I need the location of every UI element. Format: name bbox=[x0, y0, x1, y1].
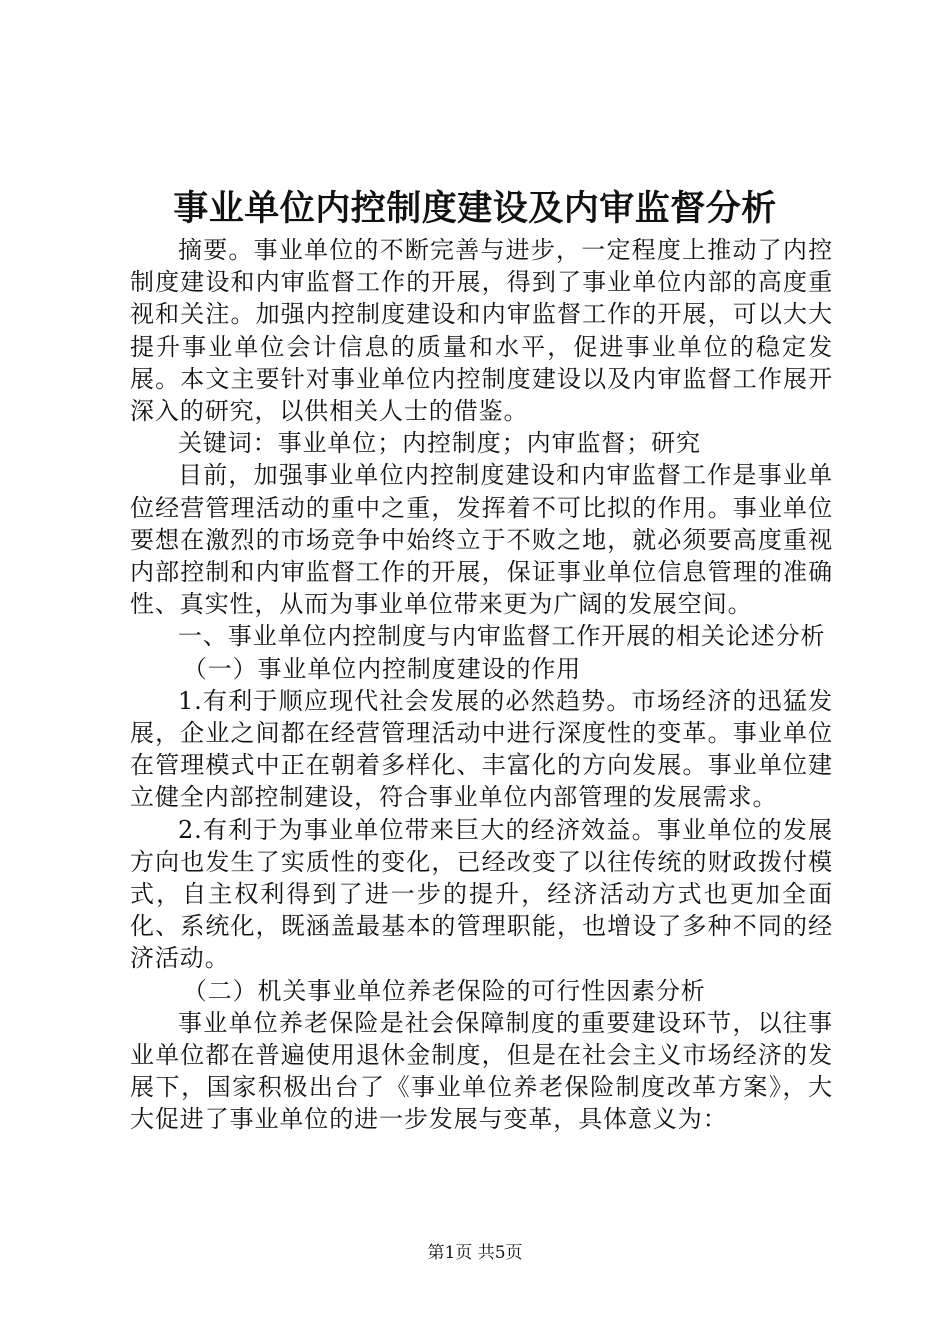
keywords-paragraph: 关键词：事业单位；内控制度；内审监督；研究 bbox=[178, 429, 701, 458]
subsection-heading-1: （一）事业单位内控制度建设的作用 bbox=[182, 654, 582, 683]
subsection-heading-2: （二）机关事业单位养老保险的可行性因素分析 bbox=[182, 976, 706, 1005]
pension-paragraph: 事业单位养老保险是社会保障制度的重要建设环节，以往事业单位都在普遍使用退休金制度，但是在社会主义市场经济的发展下，国家积极出台了《事业单位养老保险制度改革方案》，大大促进了事业单位的进一步发展与变革，具体意义为： bbox=[130, 1008, 833, 1134]
abstract-paragraph: 摘要。事业单位的不断完善与进步，一定程度上推动了内控制度建设和内审监督工作的开展，得到了事业单位内部的高度重视和关注。加强内控制度建设和内审监督工作的开展，可以大大提升事业单位会计信息的质量和水平，促进事业单位的稳定发展。本文主要针对事业单位内控制度建设以及内审监督工作展开深入的研究，以供相关人士的借鉴。 bbox=[130, 236, 833, 426]
list-item-1: 1.有利于顺应现代社会发展的必然趋势。市场经济的迅猛发展，企业之间都在经营管理活动中进行深度性的变革。事业单位在管理模式中正在朝着多样化、丰富化的方向发展。事业单位建立健全内部控制建设，符合事业单位内部管理的发展需求。 bbox=[130, 686, 833, 812]
document-body bbox=[130, 234, 833, 1136]
intro-paragraph: 目前，加强事业单位内控制度建设和内审监督工作是事业单位经营管理活动的重中之重，发挥着不可比拟的作用。事业单位要想在激烈的市场竞争中始终立于不败之地，就必须要高度重视内部控制和内审监督工作的开展，保证事业单位信息管理的准确性、真实性，从而为事业单位带来更为广阔的发展空间。 bbox=[130, 461, 833, 619]
section-heading-1: 一、事业单位内控制度与内审监督工作开展的相关论述分析 bbox=[178, 622, 826, 651]
list-item-2: 2.有利于为事业单位带来巨大的经济效益。事业单位的发展方向也发生了实质性的变化，已经改变了以往传统的财政拨付模式，自主权利得到了进一步的提升，经济活动方式也更加全面化、系统化，既涵盖最基本的管理职能，也增设了多种不同的经济活动。 bbox=[130, 815, 833, 973]
document-title: 事业单位内控制度建设及内审监督分析 bbox=[173, 189, 777, 229]
page-footer: 第1页 共5页 bbox=[427, 1243, 523, 1263]
